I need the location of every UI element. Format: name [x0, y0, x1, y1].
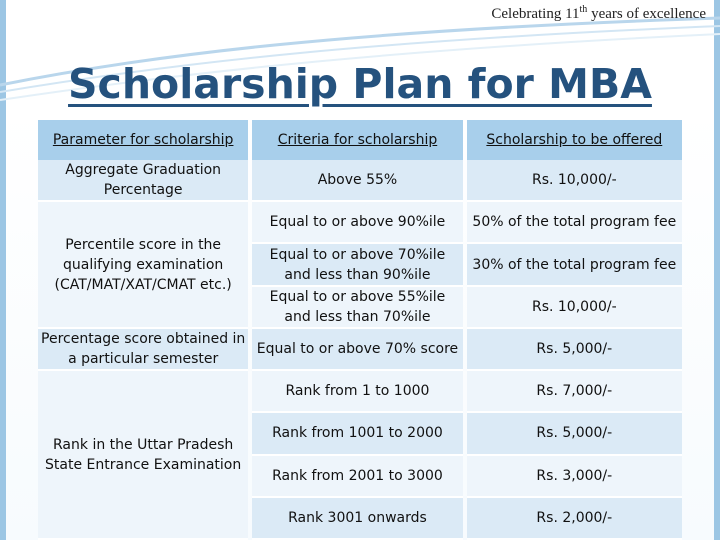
criteria-cell: Rank from 1 to 1000 — [252, 371, 462, 413]
tagline-sup: th — [579, 4, 588, 15]
offer-cell: Rs. 5,000/- — [467, 329, 682, 371]
tagline — [491, 4, 706, 23]
criteria-cell: Rank from 2001 to 3000 — [252, 456, 462, 498]
table-header-row — [38, 120, 682, 160]
table-row — [38, 160, 682, 202]
criteria-cell: Equal to or above 90%ile — [252, 202, 462, 244]
offer-cell: Rs. 2,000/- — [467, 498, 682, 540]
criteria-cell: Equal to or above 70%ile and less than 90%ile — [252, 244, 462, 286]
table-row — [38, 202, 682, 244]
parameter-cell: Percentage score obtained in a particular semester — [38, 329, 248, 371]
criteria-cell: Equal to or above 55%ile and less than 70%ile — [252, 287, 462, 329]
criteria-cell: Above 55% — [252, 160, 462, 202]
header-criteria: Criteria for scholarship — [252, 120, 462, 160]
tagline-suffix: years of excellence — [587, 6, 706, 22]
offer-cell: Rs. 5,000/- — [467, 413, 682, 455]
header-parameter: Parameter for scholarship — [38, 120, 248, 160]
criteria-cell: Rank 3001 onwards — [252, 498, 462, 540]
offer-cell: Rs. 7,000/- — [467, 371, 682, 413]
criteria-cell: Rank from 1001 to 2000 — [252, 413, 462, 455]
offer-cell: 30% of the total program fee — [467, 244, 682, 286]
offer-cell: Rs. 3,000/- — [467, 456, 682, 498]
offer-cell: Rs. 10,000/- — [467, 287, 682, 329]
header-offer: Scholarship to be offered — [467, 120, 682, 160]
scholarship-table — [34, 120, 686, 540]
criteria-cell: Equal to or above 70% score — [252, 329, 462, 371]
page-title: Scholarship Plan for MBA — [68, 60, 652, 108]
parameter-cell: Aggregate Graduation Percentage — [38, 160, 248, 202]
table-row — [38, 371, 682, 413]
parameter-cell: Percentile score in the qualifying examination (CAT/MAT/XAT/CMAT etc.) — [38, 202, 248, 329]
table-row — [38, 329, 682, 371]
offer-cell: Rs. 10,000/- — [467, 160, 682, 202]
tagline-prefix: Celebrating 11 — [491, 6, 580, 22]
parameter-cell: Rank in the Uttar Pradesh State Entrance Examination — [38, 371, 248, 540]
offer-cell: 50% of the total program fee — [467, 202, 682, 244]
